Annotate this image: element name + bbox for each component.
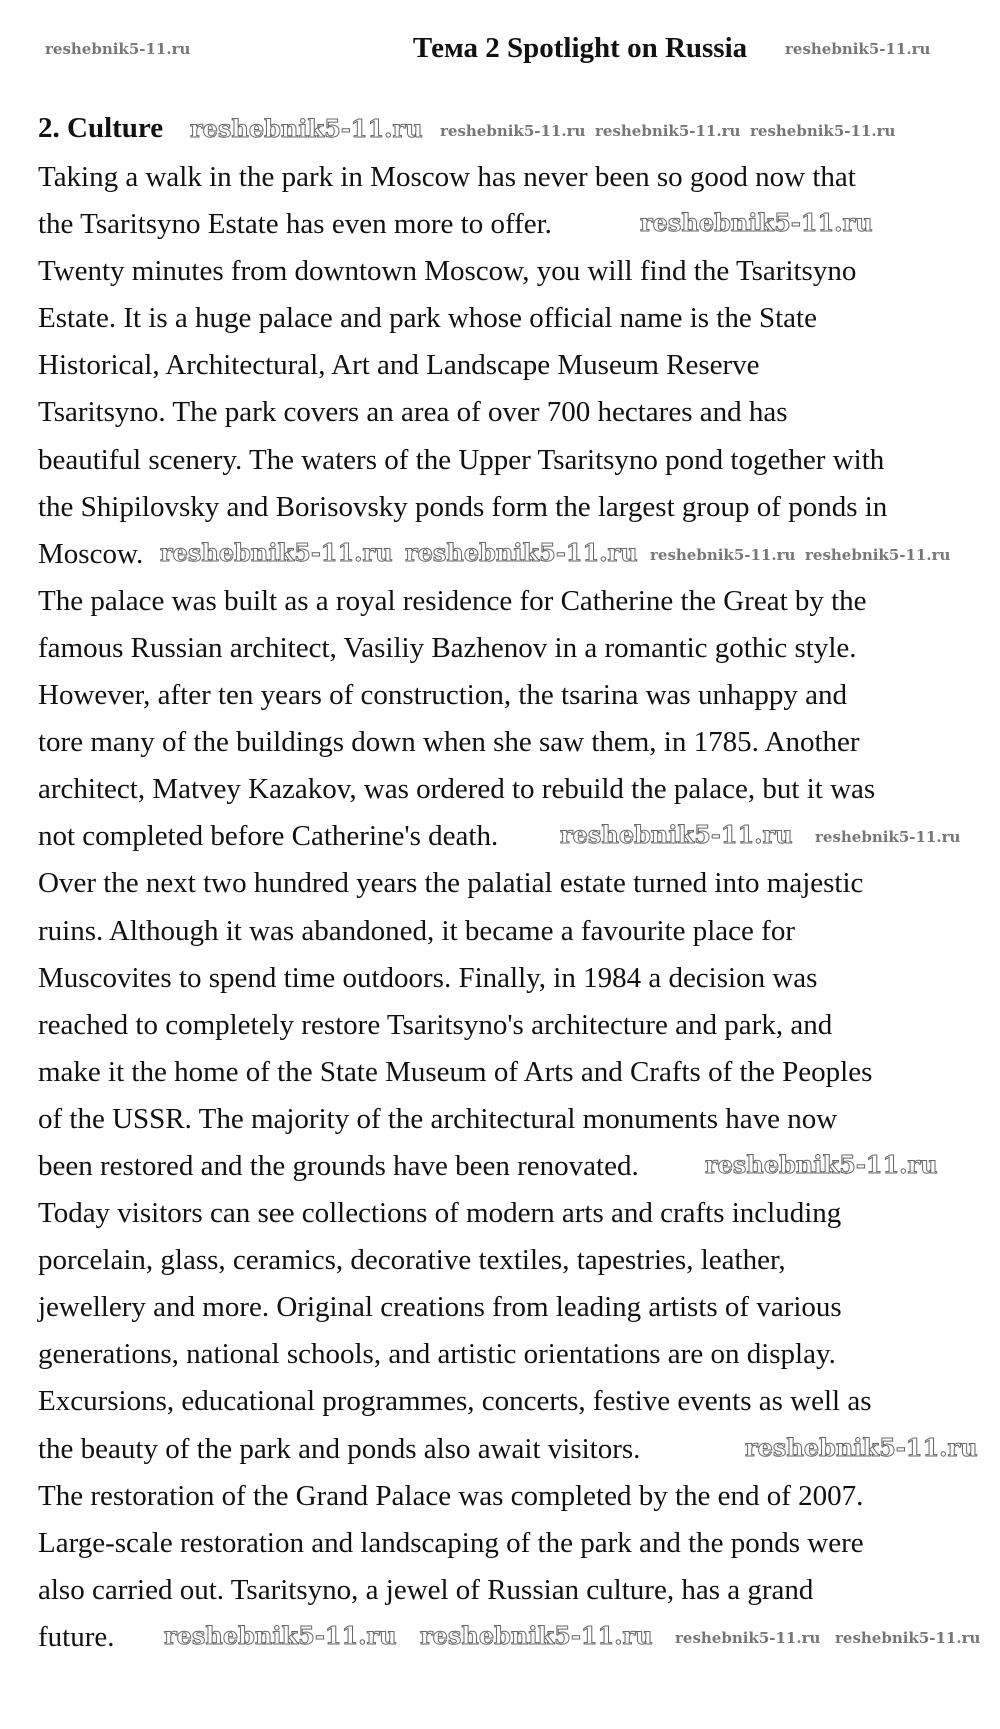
text-line: future.	[38, 1620, 115, 1653]
text-line: Taking a walk in the park in Moscow has never been so good now that	[38, 161, 856, 193]
text-line: famous Russian architect, Vasiliy Bazhenov in a romantic gothic style.	[38, 631, 857, 664]
text-line: Moscow.	[38, 537, 144, 570]
watermark: reshebnik5-11.ru	[785, 40, 931, 58]
text-line: the beauty of the park and ponds also await visitors.	[38, 1432, 641, 1465]
text-line: The restoration of the Grand Palace was completed by the end of 2007.	[38, 1479, 864, 1512]
text-line: the Tsaritsyno Estate has even more to offer.	[38, 208, 552, 241]
text-line: architect, Matvey Kazakov, was ordered to rebuild the palace, but it was	[38, 773, 876, 806]
title-text: Тема 2 Spotlight on Russia	[412, 32, 748, 64]
watermark: reshebnik5-11.ru	[675, 1629, 821, 1648]
text-line: However, after ten years of construction, the tsarina was unhappy and	[38, 679, 847, 712]
section-heading: 2. Culture	[38, 112, 164, 144]
text-line: jewellery and more. Original creations from leading artists of various	[38, 1291, 842, 1324]
watermark: reshebnik5-11.ru	[705, 1150, 938, 1180]
watermark: reshebnik5-11.ru	[440, 122, 586, 140]
text-line: Large-scale restoration and landscaping of the park and the ponds were	[38, 1526, 864, 1559]
text-line: not completed before Catherine's death.	[38, 820, 499, 853]
watermark: reshebnik5-11.ru	[745, 1432, 978, 1462]
text-line: generations, national schools, and artistic orientations are on display.	[38, 1338, 836, 1371]
watermark: reshebnik5-11.ru	[190, 114, 423, 143]
text-line: tore many of the buildings down when she saw them, in 1785. Another	[38, 726, 860, 759]
text-line: beautiful scenery. The waters of the Upper Tsaritsyno pond together with	[38, 443, 885, 476]
watermark: reshebnik5-11.ru	[420, 1621, 653, 1651]
watermark: reshebnik5-11.ru	[560, 820, 793, 850]
watermark: reshebnik5-11.ru	[750, 122, 896, 140]
watermark: reshebnik5-11.ru	[164, 1621, 397, 1651]
watermark: reshebnik5-11.ru	[815, 828, 961, 847]
text-line: the Shipilovsky and Borisovsky ponds form the largest group of ponds in	[38, 490, 888, 523]
text-line: ruins. Although it was abandoned, it became a favourite place for	[38, 914, 795, 947]
text-line: Tsaritsyno. The park covers an area of over 700 hectares and has	[38, 396, 788, 429]
text-line: Muscovites to spend time outdoors. Finally, in 1984 a decision was	[38, 961, 818, 994]
text-line: Over the next two hundred years the palatial estate turned into majestic	[38, 867, 864, 900]
text-line: Excursions, educational programmes, concerts, festive events as well as	[38, 1385, 872, 1418]
text-line: reached to completely restore Tsaritsyno's architecture and park, and	[38, 1008, 833, 1041]
watermark: reshebnik5-11.ru	[640, 208, 873, 238]
watermark: reshebnik5-11.ru	[595, 122, 741, 140]
text-line: make it the home of the State Museum of Arts and Crafts of the Peoples	[38, 1055, 873, 1088]
watermark: reshebnik5-11.ru	[45, 40, 191, 58]
text-line: porcelain, glass, ceramics, decorative textiles, tapestries, leather,	[38, 1244, 786, 1277]
text-line: Twenty minutes from downtown Moscow, you will find the Tsaritsyno	[38, 255, 857, 288]
text-line: also carried out. Tsaritsyno, a jewel of Russian culture, has a grand	[38, 1573, 814, 1606]
watermark: reshebnik5-11.ru	[650, 545, 796, 564]
text-line: The palace was built as a royal residence for Catherine the Great by the	[38, 584, 867, 617]
watermark: reshebnik5-11.ru	[835, 1629, 981, 1648]
watermark: reshebnik5-11.ru	[405, 537, 638, 567]
watermark: reshebnik5-11.ru	[805, 545, 951, 564]
text-line: Today visitors can see collections of modern arts and crafts including	[38, 1197, 842, 1230]
text-line: of the USSR. The majority of the architectural monuments have now	[38, 1102, 838, 1135]
text-line: Estate. It is a huge palace and park whose official name is the State	[38, 302, 817, 335]
watermark: reshebnik5-11.ru	[160, 537, 393, 567]
text-line: Historical, Architectural, Art and Landscape Museum Reserve	[38, 349, 760, 382]
text-line: been restored and the grounds have been renovated.	[38, 1149, 639, 1182]
